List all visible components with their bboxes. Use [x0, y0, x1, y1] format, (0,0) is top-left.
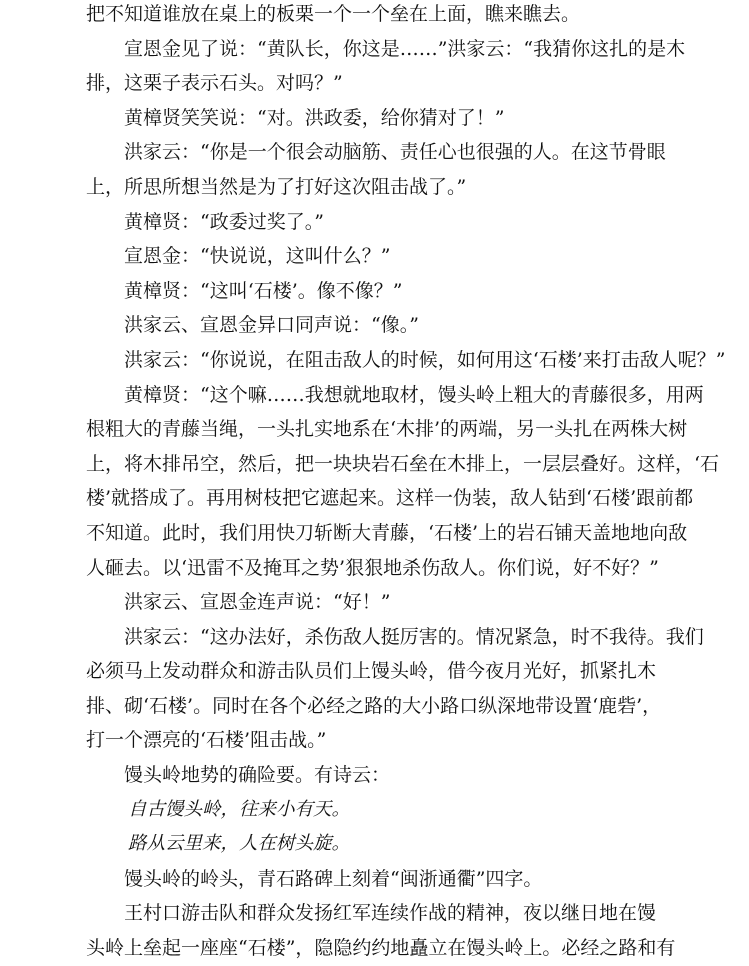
text-line: 洪家云、宣恩金连声说：“好！”	[124, 591, 391, 614]
text-line: 上，所思所想当然是为了打好这次阻击战了。”	[86, 175, 467, 198]
text-line: 馒头岭的岭头，青石路碑上刻着“闽浙通衢”四字。	[124, 867, 543, 890]
text-line: 楼’就搭成了。再用树枝把它遮起来。这样一伪装，敌人钻到‘石楼’跟前都	[86, 487, 694, 510]
text-line: 洪家云：“这办法好，杀伤敌人挺厉害的。情况紧急，时不我待。我们	[124, 625, 704, 648]
text-line: 人砸去。以‘迅雷不及掩耳之势’狠狠地杀伤敌人。你们说，好不好？”	[86, 556, 659, 579]
text-line: 洪家云：“你说说，在阻击敌人的时候，如何用这‘石楼’来打击敌人呢？”	[124, 348, 726, 371]
text-line: 宣恩金见了说：“黄队长，你这是……”洪家云：“我猜你这扎的是木	[124, 37, 686, 60]
text-line: 根粗大的青藤当绳，一头扎实地系在‘木排’的两端，另一头扎在两株大树	[86, 418, 688, 441]
poem-line: 自古馒头岭，往来小有天。	[128, 798, 351, 820]
poem-line: 路从云里来，人在树头旋。	[128, 833, 351, 855]
text-line: 黄樟贤：“这叫‘石楼’。像不像？”	[124, 279, 403, 302]
document-page	[86, 0, 726, 966]
text-line: 洪家云：“你是一个很会动脑筋、责任心也很强的人。在这节骨眼	[124, 141, 666, 164]
text-line: 头岭上垒起一座座“石楼”，隐隐约约地矗立在馒头岭上。必经之路和有	[86, 937, 676, 960]
text-line: 排，这栗子表示石头。对吗？”	[86, 72, 343, 95]
text-line: 王村口游击队和群众发扬红军连续作战的精神，夜以继日地在馒	[124, 902, 657, 925]
text-line: 洪家云、宣恩金异口同声说：“像。”	[124, 314, 419, 337]
text-line: 黄樟贤笑笑说：“对。洪政委，给你猜对了！”	[124, 106, 505, 129]
text-line: 打一个漂亮的‘石楼’阻击战。”	[86, 729, 327, 752]
text-line: 不知道。此时，我们用快刀斩断大青藤，‘石楼’上的岩石铺天盖地地向敌	[86, 521, 688, 544]
text-line: 黄樟贤：“政委过奖了。”	[124, 210, 324, 233]
text-line: 排、砌‘石楼’。同时在各个必经之路的大小路口纵深地带设置‘鹿砦’，	[86, 694, 662, 717]
text-line: 黄樟贤：“这个嘛……我想就地取材，馒头岭上粗大的青藤很多，用两	[124, 383, 704, 406]
text-line: 馒头岭地势的确险要。有诗云：	[124, 764, 391, 787]
text-line: 必须马上发动群众和游击队员们上馒头岭，借今夜月光好，抓紧扎木	[86, 660, 657, 683]
text-line: 宣恩金：“快说说，这叫什么？”	[124, 245, 391, 268]
text-line: 上，将木排吊空，然后，把一块块岩石垒在木排上，一层层叠好。这样，‘石	[86, 452, 720, 475]
text-line: 把不知道谁放在桌上的板栗一个一个垒在上面，瞧来瞧去。	[86, 3, 581, 25]
